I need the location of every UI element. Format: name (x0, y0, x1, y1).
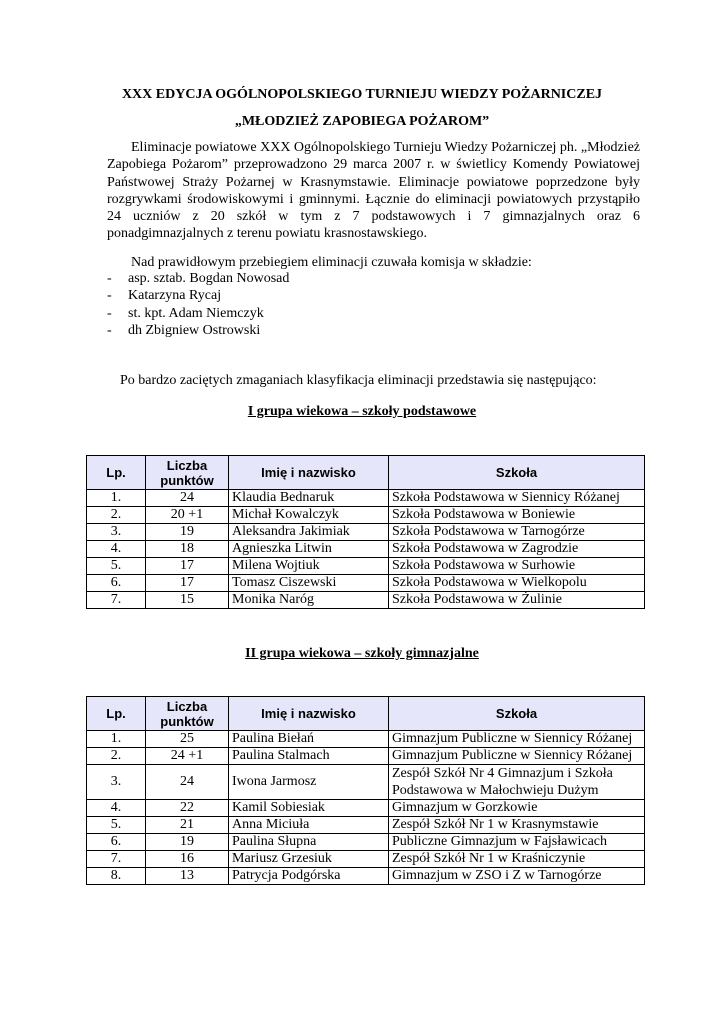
table-row (87, 748, 645, 765)
col-header-school: Szkoła (389, 697, 645, 731)
cell-school: Zespół Szkół Nr 1 w Kraśniczynie (389, 851, 645, 868)
table-row (87, 834, 645, 851)
cell-lp: 3. (87, 524, 146, 541)
cell-name: Paulina Biełań (229, 731, 389, 748)
table-row (87, 575, 645, 592)
col-header-points-line2: punktów (160, 472, 214, 488)
col-header-name: Imię i nazwisko (229, 456, 389, 490)
commission-member: asp. sztab. Bogdan Nowosad (128, 271, 290, 286)
intro-paragraph-text: Eliminacje powiatowe XXX Ogólnopolskiego Turnieju Wiedzy Pożarniczej ph. „Młodzież Zapobiega Pożarom” przeprowadzono 29 marca 2007 r. w świetlicy Komendy Powiatowej Państwowej Straży Pożarnej w Krasnymstawie. Eliminacje powiatowe poprzedzone były rozgrywkami środowiskowymi i gminnymi. Łącznie do eliminacji powiatowych przystąpiło 24 uczniów z 20 szkół w tym z 7 podstawowych i 7 gimnazjalnych oraz 6 ponadgimnazjalnych z terenu powiatu krasnostawskiego. (107, 140, 640, 242)
list-dash: - (107, 322, 112, 338)
cell-lp: 4. (87, 800, 146, 817)
cell-name: Anna Miciuła (229, 817, 389, 834)
table-row (87, 524, 645, 541)
cell-points: 25 (146, 731, 229, 748)
cell-name: Aleksandra Jakimiak (229, 524, 389, 541)
cell-lp: 2. (87, 507, 146, 524)
cell-points: 22 (146, 800, 229, 817)
cell-points: 20 +1 (146, 507, 229, 524)
cell-lp: 1. (87, 731, 146, 748)
cell-lp: 8. (87, 868, 146, 885)
table-row (87, 558, 645, 575)
col-header-points-line1: Liczba (166, 698, 208, 714)
cell-points: 13 (146, 868, 229, 885)
cell-name: Milena Wojtiuk (229, 558, 389, 575)
group1-title: I grupa wiekowa – szkoły podstawowe (247, 404, 477, 419)
intro-paragraph (107, 139, 640, 243)
cell-school: Zespół Szkół Nr 4 Gimnazjum i Szkoła Podstawowa w Małochwieju Dużym (389, 765, 645, 800)
cell-school: Gimnazjum w ZSO i Z w Tarnogórze (389, 868, 645, 885)
cell-name: Agnieszka Litwin (229, 541, 389, 558)
col-header-name: Imię i nazwisko (229, 697, 389, 731)
cell-points: 16 (146, 851, 229, 868)
cell-lp: 5. (87, 558, 146, 575)
col-header-lp: Lp. (87, 456, 146, 490)
cell-lp: 6. (87, 834, 146, 851)
table-header-row (87, 697, 645, 731)
cell-school: Szkoła Podstawowa w Surhowie (389, 558, 645, 575)
cell-points: 18 (146, 541, 229, 558)
cell-points: 24 (146, 490, 229, 507)
list-item (107, 287, 289, 304)
table-header-row (87, 456, 645, 490)
commission-member: st. kpt. Adam Niemczyk (128, 305, 264, 321)
col-header-lp: Lp. (87, 697, 146, 731)
cell-school: Gimnazjum Publiczne w Siennicy Różanej (389, 731, 645, 748)
list-dash: - (107, 271, 112, 286)
cell-school: Szkoła Podstawowa w Zagrodzie (389, 541, 645, 558)
cell-lp: 3. (87, 765, 146, 800)
commission-member: Katarzyna Rycaj (128, 288, 222, 304)
col-header-points-line2: punktów (160, 713, 214, 729)
cell-points: 24 +1 (146, 748, 229, 765)
table-row (87, 817, 645, 834)
col-header-points (146, 456, 229, 490)
table-row (87, 592, 645, 609)
table-row (87, 868, 645, 885)
table-row (87, 731, 645, 748)
cell-name: Paulina Stalmach (229, 748, 389, 765)
cell-points: 17 (146, 558, 229, 575)
cell-school: Publiczne Gimnazjum w Fajsławicach (389, 834, 645, 851)
table-row (87, 800, 645, 817)
group2-title: II grupa wiekowa – szkoły gimnazjalne (245, 646, 479, 661)
group1-results-table (86, 455, 645, 609)
cell-school: Gimnazjum Publiczne w Siennicy Różanej (389, 748, 645, 765)
list-dash: - (107, 288, 112, 304)
cell-lp: 2. (87, 748, 146, 765)
table-row (87, 490, 645, 507)
group2-results-table (86, 696, 645, 885)
cell-name: Tomasz Ciszewski (229, 575, 389, 592)
cell-name: Michał Kowalczyk (229, 507, 389, 524)
results-intro: Po bardzo zaciętych zmaganiach klasyfikacja eliminacji przedstawia się następująco: (120, 373, 597, 388)
cell-lp: 5. (87, 817, 146, 834)
cell-lp: 1. (87, 490, 146, 507)
table-row (87, 507, 645, 524)
cell-name: Klaudia Bednaruk (229, 490, 389, 507)
cell-school: Szkoła Podstawowa w Siennicy Różanej (389, 490, 645, 507)
cell-school: Szkoła Podstawowa w Wielkopolu (389, 575, 645, 592)
list-item (107, 305, 289, 322)
col-header-school: Szkoła (389, 456, 645, 490)
cell-points: 19 (146, 834, 229, 851)
cell-points: 17 (146, 575, 229, 592)
cell-school: Gimnazjum w Gorzkowie (389, 800, 645, 817)
cell-points: 24 (146, 765, 229, 800)
cell-name: Kamil Sobiesiak (229, 800, 389, 817)
table-row (87, 765, 645, 800)
cell-points: 21 (146, 817, 229, 834)
cell-name: Mariusz Grzesiuk (229, 851, 389, 868)
col-header-points-line1: Liczba (166, 457, 208, 473)
cell-lp: 4. (87, 541, 146, 558)
col-header-points (146, 697, 229, 731)
cell-school: Szkoła Podstawowa w Tarnogórze (389, 524, 645, 541)
cell-lp: 7. (87, 851, 146, 868)
cell-points: 19 (146, 524, 229, 541)
document-title-line2: „MŁODZIEŻ ZAPOBIEGA POŻAROM” (234, 114, 490, 129)
document-title-line1: XXX EDYCJA OGÓLNOPOLSKIEGO TURNIEJU WIEDZY POŻARNICZEJ (121, 87, 603, 102)
cell-name: Monika Naróg (229, 592, 389, 609)
list-item (107, 322, 289, 339)
commission-list (107, 270, 289, 339)
cell-points: 15 (146, 592, 229, 609)
cell-school: Szkoła Podstawowa w Żulinie (389, 592, 645, 609)
cell-lp: 7. (87, 592, 146, 609)
commission-member: dh Zbigniew Ostrowski (128, 322, 261, 338)
cell-lp: 6. (87, 575, 146, 592)
list-item (107, 270, 289, 287)
cell-school: Zespół Szkół Nr 1 w Krasnymstawie (389, 817, 645, 834)
cell-name: Paulina Słupna (229, 834, 389, 851)
cell-school: Szkoła Podstawowa w Boniewie (389, 507, 645, 524)
cell-name: Patrycja Podgórska (229, 868, 389, 885)
list-dash: - (107, 305, 112, 321)
table-row (87, 541, 645, 558)
cell-name: Iwona Jarmosz (229, 765, 389, 800)
commission-intro: Nad prawidłowym przebiegiem eliminacji czuwała komisja w składzie: (131, 255, 532, 270)
table-row (87, 851, 645, 868)
